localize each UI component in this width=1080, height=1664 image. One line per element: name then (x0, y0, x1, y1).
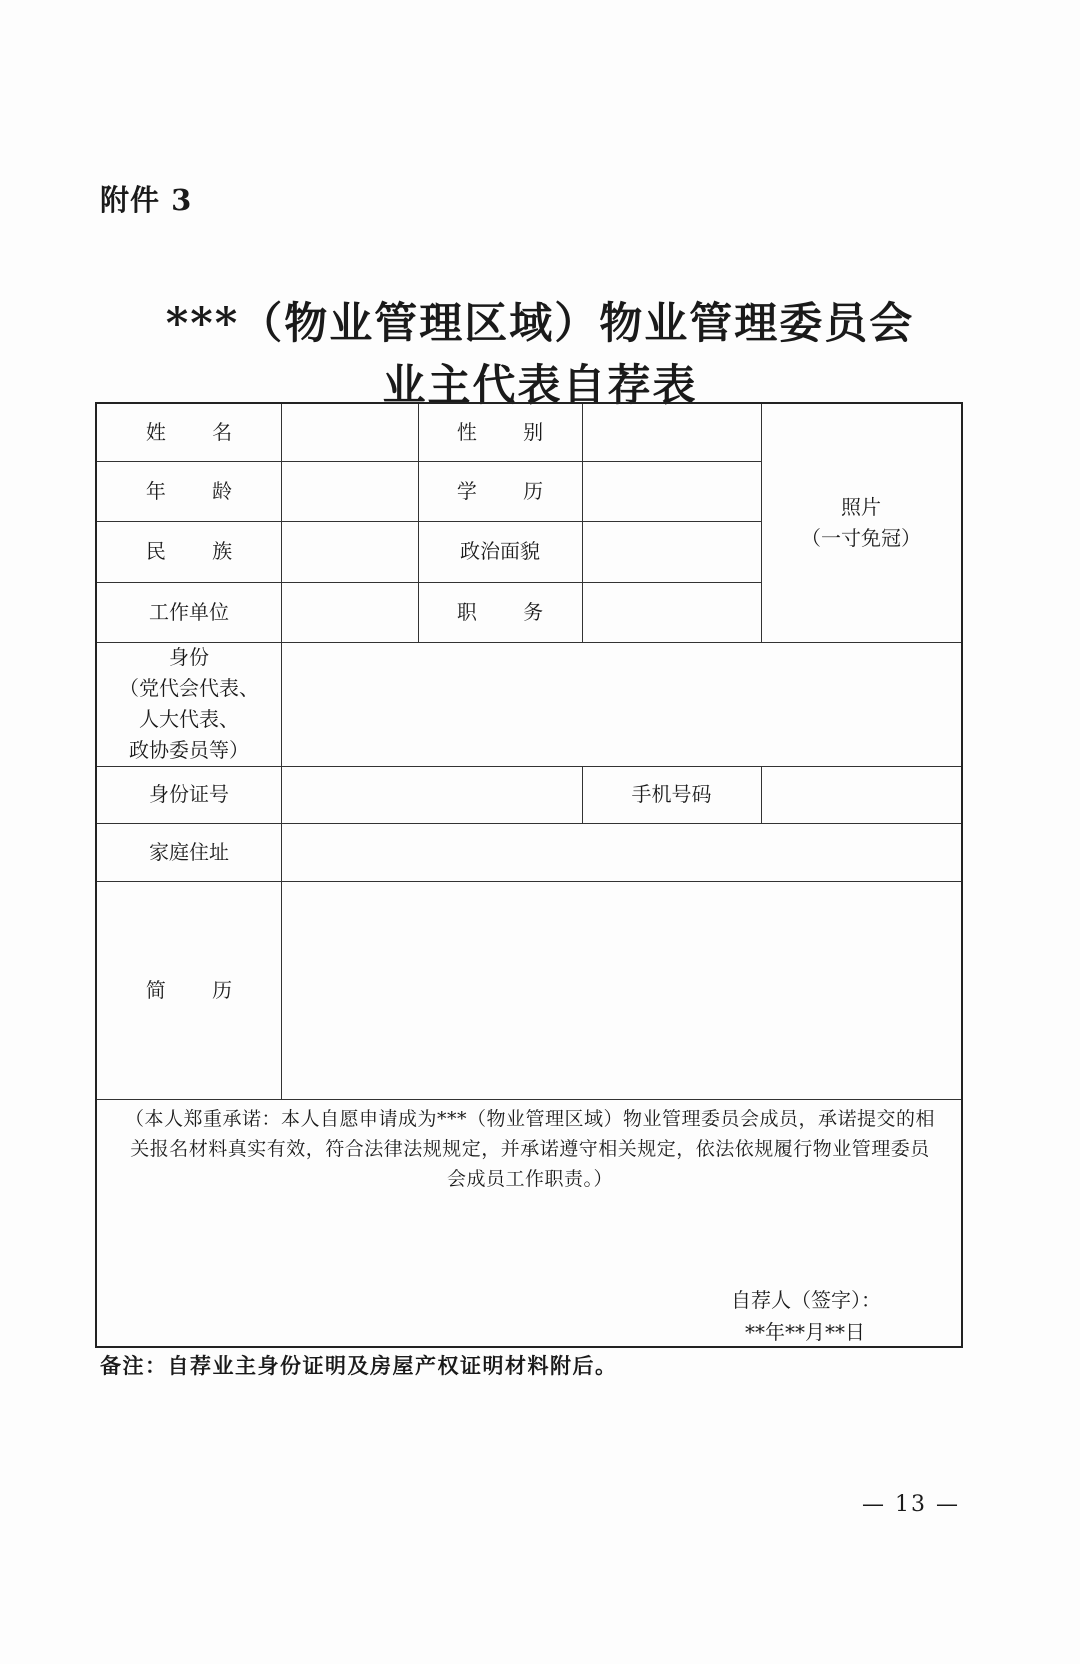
employer-field[interactable] (281, 582, 418, 642)
ethnicity-field[interactable] (281, 521, 418, 582)
resume-label: 简 历 (145, 977, 253, 1002)
employer-label: 工作单位 (149, 599, 229, 624)
name-field[interactable] (281, 404, 418, 461)
resume-field[interactable] (281, 881, 961, 1099)
age-label: 年 龄 (145, 478, 253, 503)
id-number-field[interactable] (281, 766, 582, 823)
photo-box[interactable] (761, 404, 961, 642)
identity-field[interactable] (281, 642, 961, 766)
address-label: 家庭住址 (149, 839, 229, 864)
education-field[interactable] (582, 461, 761, 521)
address-field[interactable] (281, 823, 961, 881)
form-title-line2: 业主代表自荐表 (382, 361, 698, 411)
attachment-label: 附件 3 (100, 183, 193, 217)
name-label: 姓 名 (145, 420, 253, 444)
id-number-label: 身份证号 (149, 782, 229, 806)
education-label: 学 历 (456, 478, 564, 503)
signature-label[interactable]: 自荐人（签字）： (731, 1288, 881, 1312)
phone-label: 手机号码 (631, 782, 712, 806)
pledge-statement: （本人郑重承诺：本人自愿申请成为***（物业管理区域）物业管理委员会成员，承诺提交的相 关报名材料真实有效，符合法律法规规定，并承诺遵守相关规定，依法依规履行物业管理委员 会成员工作职责。） (124, 1108, 935, 1190)
identity-label: 身份 （党代会代表、 人大代表、 政协委员等） (119, 645, 259, 762)
self-nomination-form (95, 402, 963, 1348)
photo-label: 照片 (841, 495, 881, 519)
ethnicity-label: 民 族 (145, 539, 253, 563)
phone-field[interactable] (761, 766, 961, 823)
political-status-field[interactable] (582, 521, 761, 582)
gender-label: 性 别 (456, 420, 564, 444)
position-field[interactable] (582, 582, 761, 642)
date-label[interactable]: **年**月**日 (745, 1320, 865, 1344)
age-field[interactable] (281, 461, 418, 521)
gender-field[interactable] (582, 404, 761, 461)
remarks-note: 备注：自荐业主身份证明及房屋产权证明材料附后。 (100, 1353, 618, 1378)
form-title-line1: ***（物业管理区域）物业管理委员会 (165, 299, 915, 349)
political-status-label: 政治面貌 (460, 539, 540, 563)
position-label: 职 务 (456, 599, 564, 624)
page-number: — 13 — (862, 1492, 960, 1517)
photo-note: （一寸免冠） (801, 526, 921, 550)
